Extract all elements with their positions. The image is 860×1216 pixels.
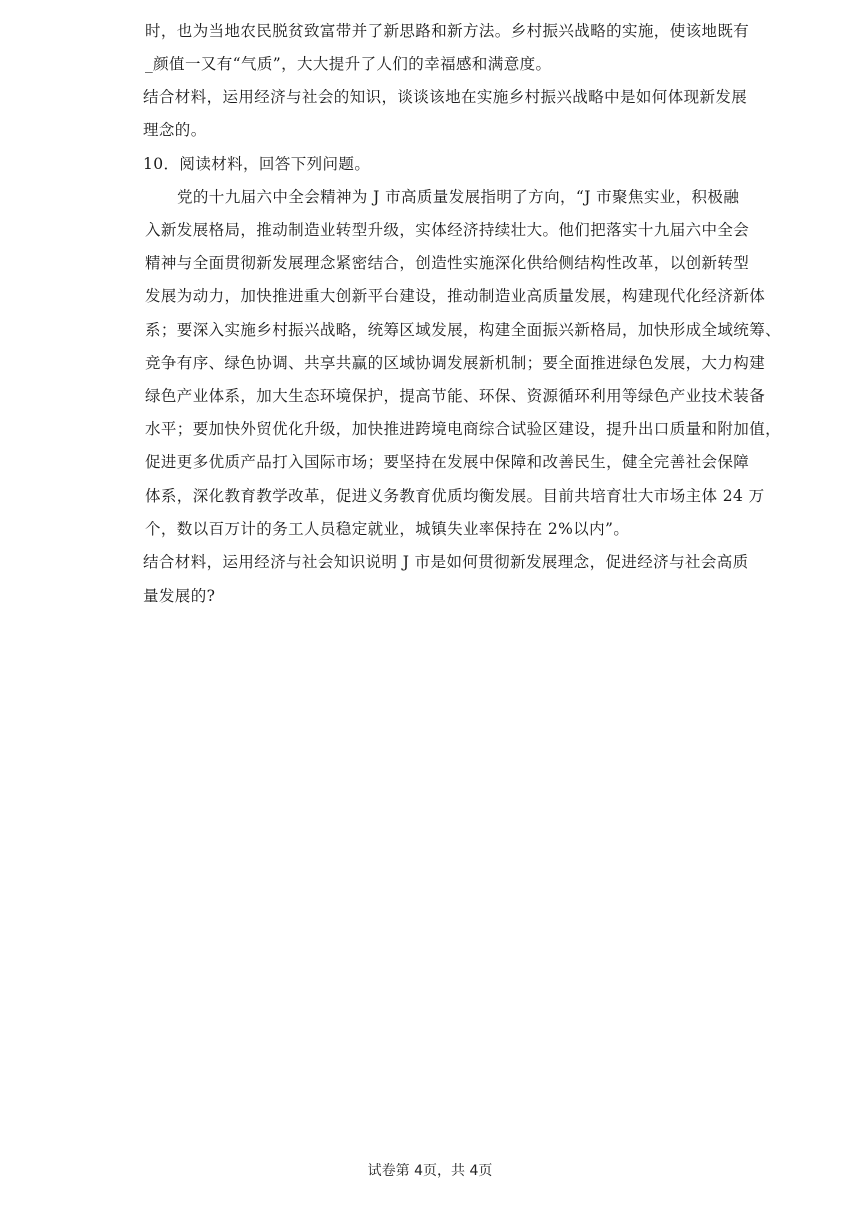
question-10-prompt: 量发展的? (143, 587, 216, 605)
prev-question-prompt: 理念的。 (143, 121, 207, 139)
prev-question-prompt: 结合材料，运用经济与社会的知识，谈谈该地在实施乡村振兴战略中是如何体现新发展 (143, 88, 748, 106)
q10-material-line: 促进更多优质产品打入国际市场；要坚持在发展中保障和改善民生，健全完善社会保障 (145, 453, 750, 471)
q10-material-line: 水平；要加快外贸优化升级，加快推进跨境电商综合试验区建设，提升出口质量和附加值， (145, 420, 782, 438)
q10-material-line: 绿色产业体系，加大生态环境保护，提高节能、环保、资源循环利用等绿色产业技术装备 (145, 387, 766, 405)
q10-material-line: 发展为动力，加快推进重大创新平台建设，推动制造业高质量发展，构建现代化经济新体 (145, 287, 766, 305)
page-footer: 试卷第 4页，共 4页 (367, 1163, 493, 1179)
q10-material-line: 党的十九届六中全会精神为 J 市高质量发展指明了方向，“J 市聚焦实业，积极融 (177, 188, 740, 206)
q10-material-line: 系；要深入实施乡村振兴战略，统筹区域发展，构建全面振兴新格局，加快形成全域统筹、 (145, 321, 782, 339)
question-10-prompt: 结合材料，运用经济与社会知识说明 J 市是如何贯彻新发展理念，促进经济与社会高质 (143, 553, 749, 571)
q10-material-line: 入新发展格局，推动制造业转型升级，实体经济持续壮大。他们把落实十九届六中全会 (145, 221, 750, 239)
question-10-header: 10．阅读材料，回答下列问题。 (143, 155, 371, 173)
q10-material-line: 个，数以百万计的务工人员稳定就业，城镇失业率保持在 2%以内”。 (145, 520, 630, 538)
q10-material-line: 精神与全面贯彻新发展理念紧密结合，创造性实施深化供给侧结构性改革，以创新转型 (145, 254, 750, 272)
prev-material-line: _颜值一又有“气质”，大大提升了人们的幸福感和满意度。 (145, 55, 552, 73)
q10-material-line: 体系，深化教育教学改革，促进义务教育优质均衡发展。目前共培育壮大市场主体 24 万 (145, 487, 765, 505)
prev-material-line: 时，也为当地农民脱贫致富带并了新思路和新方法。乡村振兴战略的实施，使该地既有 (145, 22, 750, 40)
q10-material-line: 竞争有序、绿色协调、共享共赢的区域协调发展新机制；要全面推进绿色发展，大力构建 (145, 354, 766, 372)
